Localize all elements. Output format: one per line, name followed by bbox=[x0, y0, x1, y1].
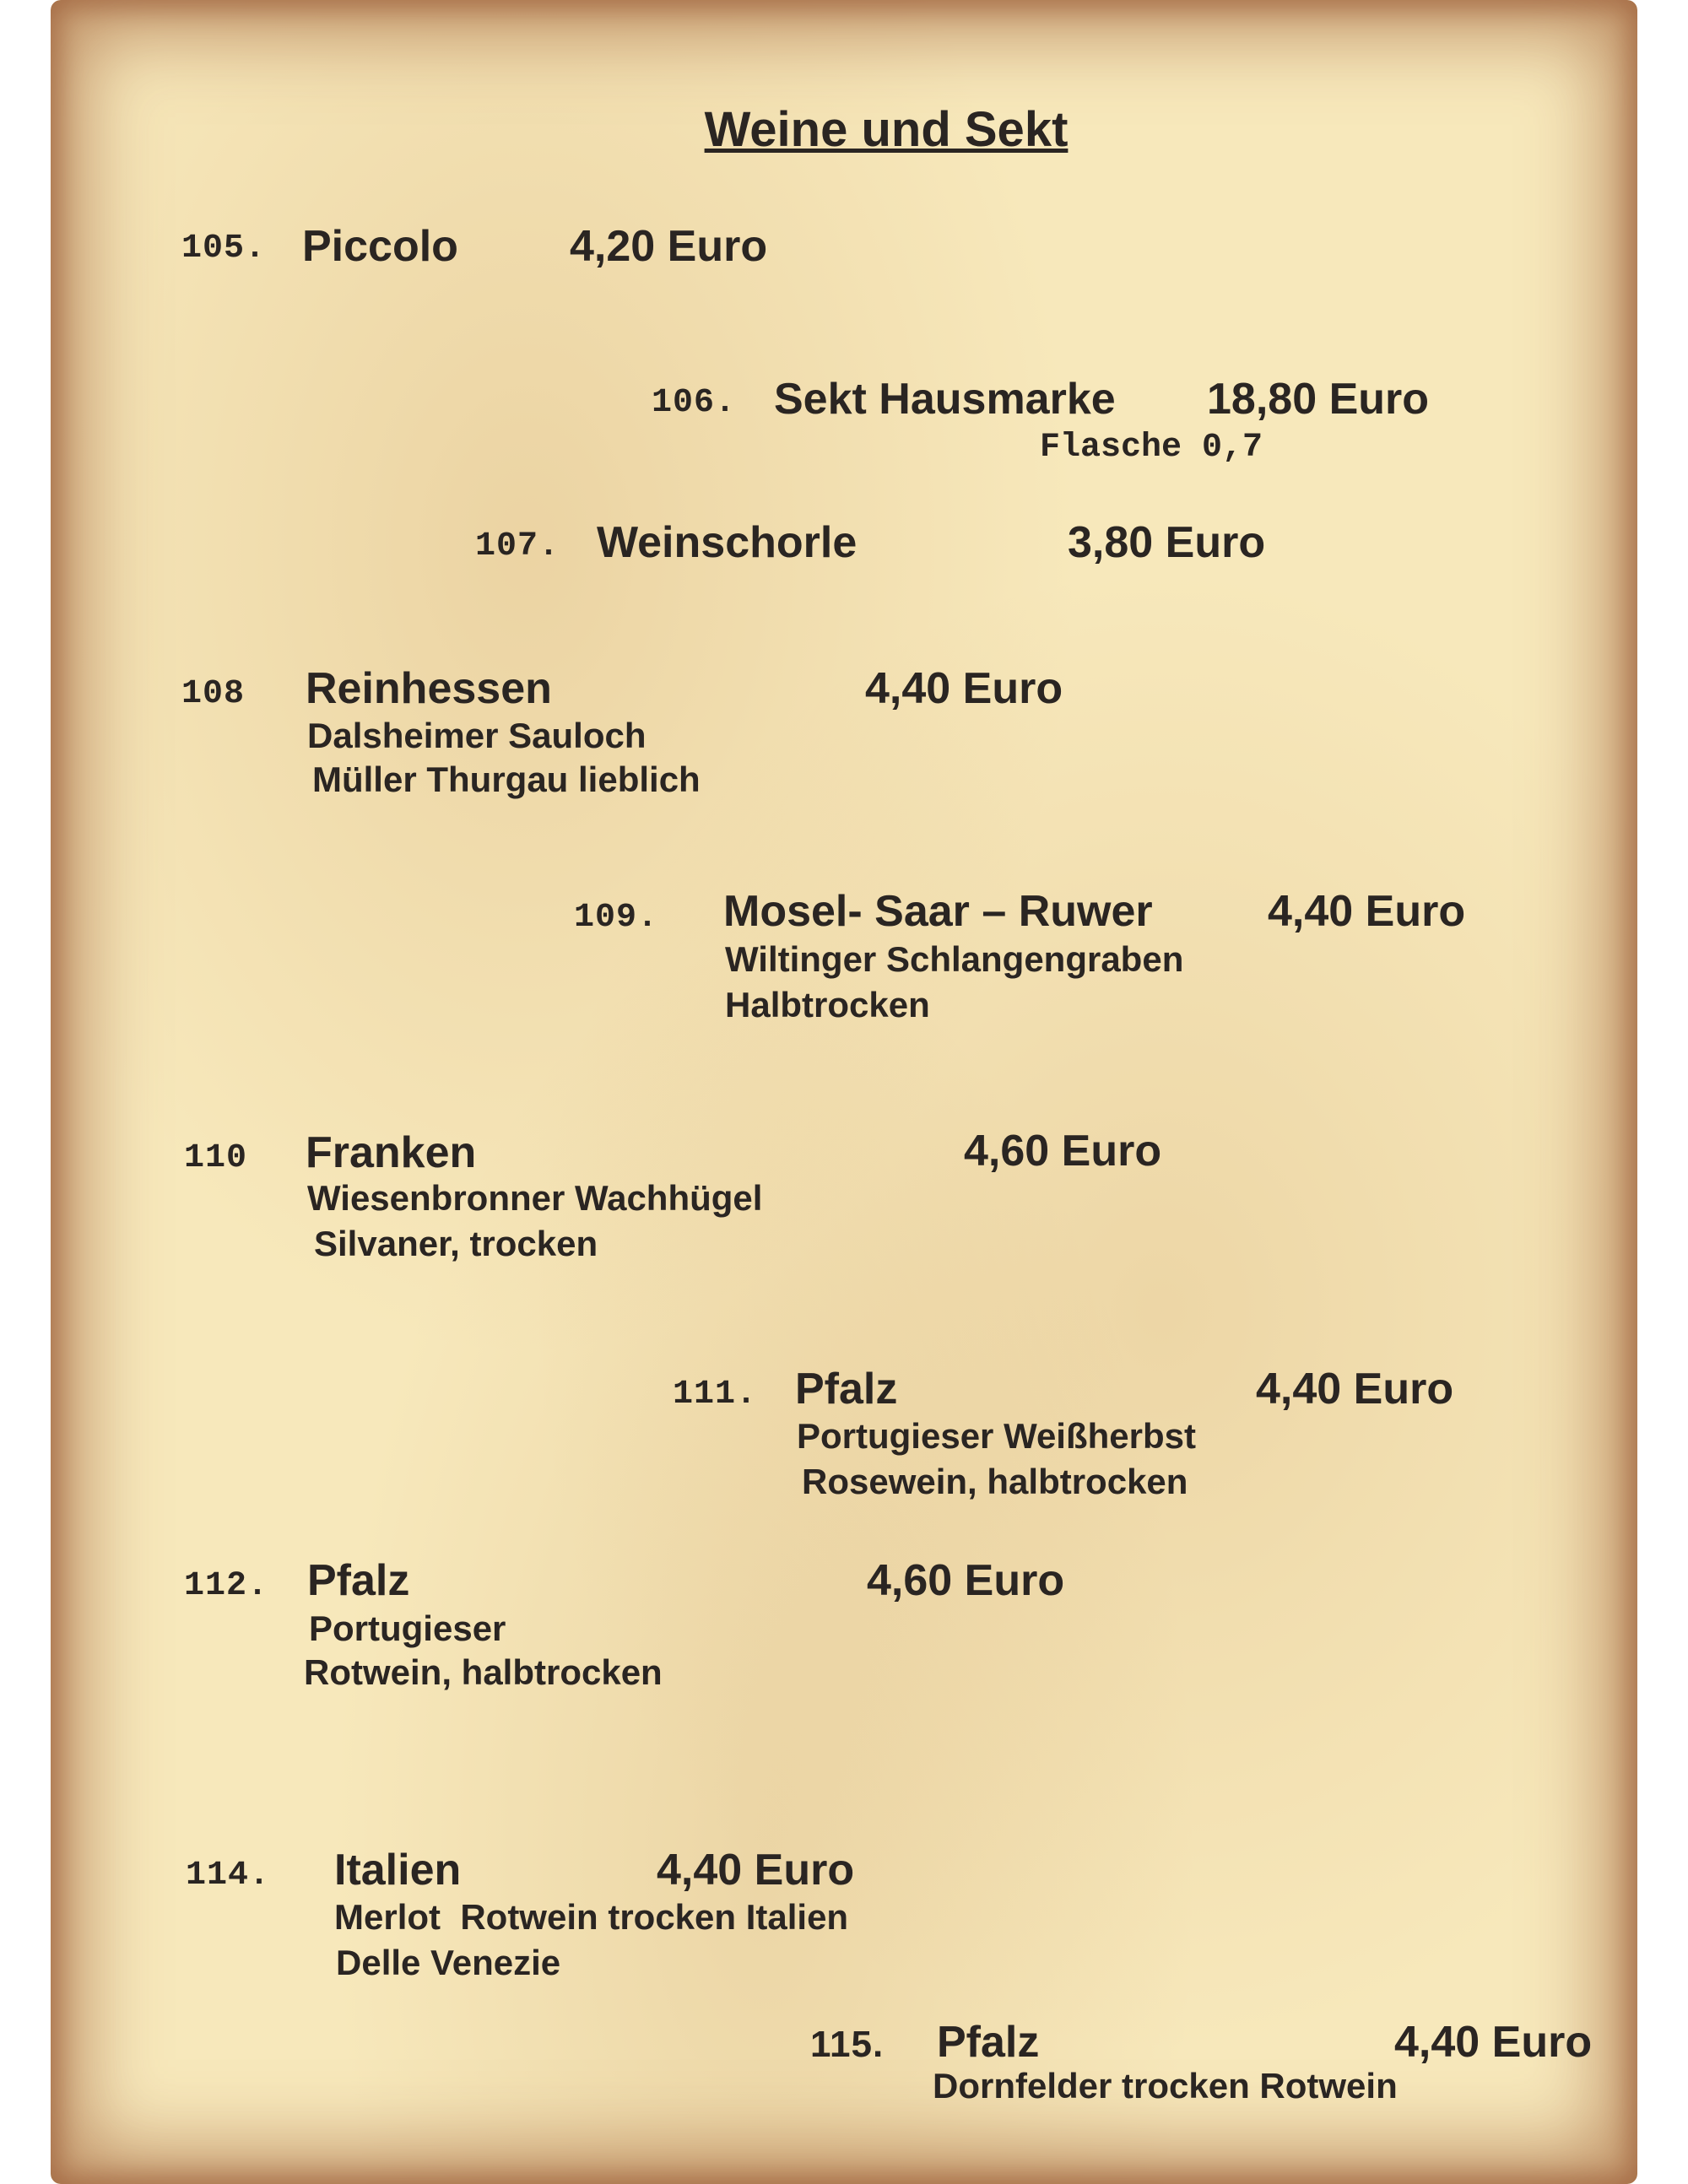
item-description: Müller Thurgau lieblich bbox=[312, 760, 701, 799]
item-price: 4,40 Euro bbox=[1256, 1365, 1454, 1414]
item-description: Merlot Rotwein trocken Italien bbox=[334, 1897, 849, 1937]
item-name: Franken bbox=[306, 1128, 477, 1177]
item-name: Pfalz bbox=[307, 1556, 410, 1605]
item-name: Pfalz bbox=[795, 1365, 898, 1414]
item-price: 4,40 Euro bbox=[657, 1846, 855, 1895]
item-number: 106. bbox=[652, 384, 737, 422]
item-price: 4,40 Euro bbox=[1394, 2018, 1593, 2067]
item-number: 111. bbox=[673, 1376, 758, 1414]
item-description: Wiesenbronner Wachhügel bbox=[307, 1178, 763, 1218]
item-number: 110 bbox=[184, 1139, 248, 1177]
item-description: Dalsheimer Sauloch bbox=[307, 716, 647, 755]
item-number: 105. bbox=[181, 230, 267, 268]
item-note: Flasche 0,7 bbox=[1040, 429, 1263, 467]
item-price: 4,40 Euro bbox=[865, 664, 1063, 713]
item-name: Mosel- Saar – Ruwer bbox=[723, 887, 1153, 936]
item-number: 108 bbox=[181, 675, 246, 713]
item-number: 107. bbox=[475, 527, 560, 565]
item-number: 114. bbox=[186, 1857, 271, 1895]
item-description: Portugieser Weißherbst bbox=[797, 1416, 1196, 1456]
item-number: 112. bbox=[184, 1567, 269, 1605]
item-price: 3,80 Euro bbox=[1068, 518, 1266, 567]
item-name: Reinhessen bbox=[306, 664, 552, 713]
item-name: Italien bbox=[334, 1846, 462, 1895]
item-description: Halbtrocken bbox=[725, 985, 930, 1024]
item-name: Piccolo bbox=[302, 222, 458, 271]
item-price: 4,40 Euro bbox=[1268, 887, 1466, 936]
item-description: Portugieser bbox=[309, 1608, 506, 1648]
item-name: Sekt Hausmarke bbox=[774, 375, 1116, 424]
menu-title: Weine und Sekt bbox=[704, 102, 1069, 157]
item-name: Pfalz bbox=[937, 2018, 1040, 2067]
item-description: Delle Venezie bbox=[336, 1943, 561, 1982]
item-description: Wiltinger Schlangengraben bbox=[725, 939, 1184, 979]
item-number: 115. bbox=[810, 2024, 885, 2065]
item-description: Rotwein, halbtrocken bbox=[304, 1652, 663, 1692]
item-name: Weinschorle bbox=[597, 518, 858, 567]
item-price: 4,60 Euro bbox=[964, 1127, 1162, 1176]
item-price: 4,60 Euro bbox=[867, 1556, 1065, 1605]
item-price: 4,20 Euro bbox=[570, 222, 768, 271]
item-number: 109. bbox=[574, 899, 659, 937]
item-price: 18,80 Euro bbox=[1207, 375, 1430, 424]
item-description: Silvaner, trocken bbox=[314, 1224, 598, 1263]
item-description: Rosewein, halbtrocken bbox=[802, 1462, 1188, 1501]
item-description: Dornfelder trocken Rotwein bbox=[933, 2066, 1398, 2106]
